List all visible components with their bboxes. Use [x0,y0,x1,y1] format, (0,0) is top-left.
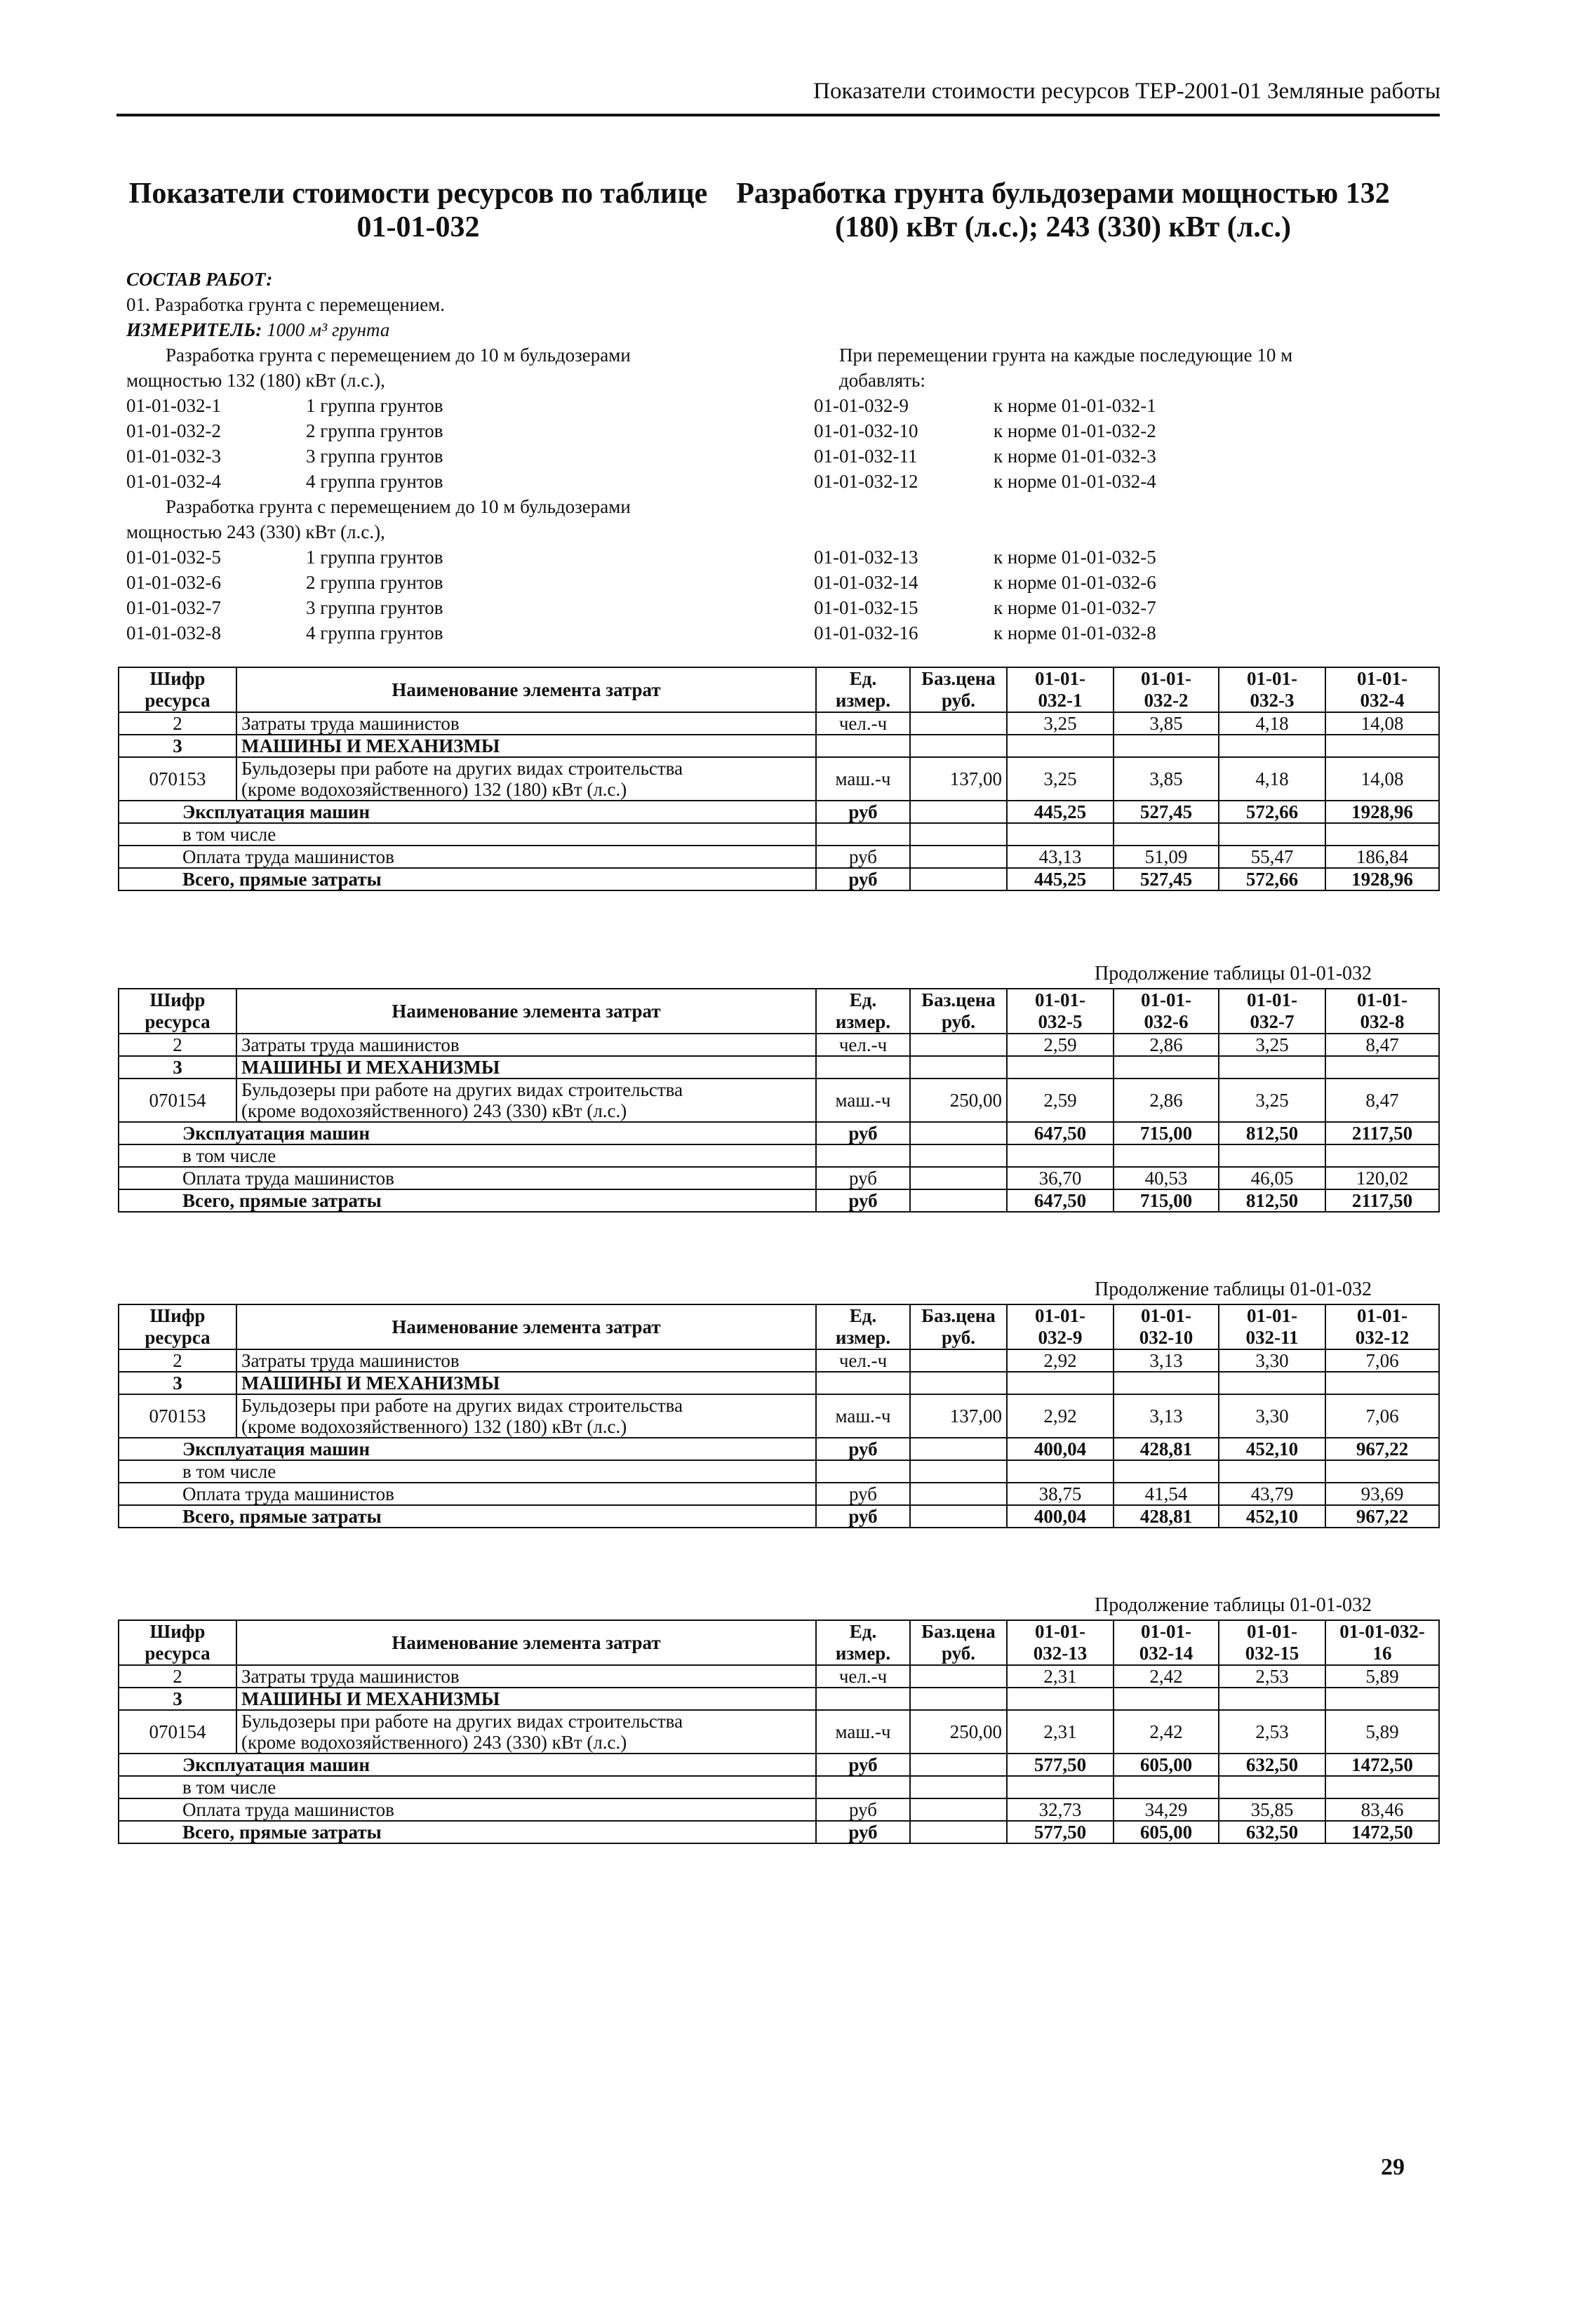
row-name: в том числе [119,1776,816,1798]
title-left: Показатели стоимости ресурсов по таблице 01-01-032 [128,178,708,243]
row-unit: руб [816,1122,910,1144]
table-row-labor [119,1665,1439,1688]
left-item-desc: 2 группа грунтов [306,420,443,441]
row-name: Эксплуатация машин [119,1438,816,1460]
row-unit: чел.-ч [816,1665,910,1688]
row-value: 46,05 [1219,1167,1325,1189]
table-row-operation [119,1122,1439,1144]
row-value: 3,25 [1219,1034,1325,1056]
row-name: Затраты труда машинистов [236,1349,816,1372]
row-value: 445,25 [1007,801,1114,823]
row-value: 7,06 [1325,1394,1439,1438]
row-price [910,1349,1007,1372]
table-row-section [119,1056,1439,1078]
row-name: Затраты труда машинистов [236,712,816,735]
row-value: 527,45 [1114,801,1219,823]
row-unit: маш.-ч [816,1078,910,1122]
header-price: Баз.цена руб. [910,1620,1007,1665]
row-value: 572,66 [1219,868,1325,890]
continuation-label: Продолжение таблицы 01-01-032 [1095,1594,1372,1616]
row-value: 2,42 [1114,1665,1219,1688]
left-item-code: 01-01-032-7 [126,597,221,618]
row-value: 2,86 [1114,1034,1219,1056]
row-value: 36,70 [1007,1167,1114,1189]
right-item-desc: к норме 01-01-032-5 [994,547,1156,568]
row-name: Бульдозеры при работе на других видах строительства (кроме водохозяйственного) 243 (330) кВт (л.с.) [236,1078,816,1122]
resource-table-2 [118,988,1440,1213]
row-name: Всего, прямые затраты [119,1505,816,1528]
right-item-code: 01-01-032-11 [814,446,918,467]
table-row-section [119,1688,1439,1710]
resource-table-3 [118,1304,1440,1528]
row-value: 43,79 [1219,1483,1325,1505]
row-name: Оплата труда машинистов [119,1798,816,1821]
header-norm: 01-01- 032-7 [1219,989,1325,1034]
header-unit: Ед. измер. [816,989,910,1034]
row-name: Затраты труда машинистов [236,1034,816,1056]
row-code: 3 [119,735,236,757]
header-norm: 01-01- 032-8 [1325,989,1439,1034]
left-item-desc: 2 группа грунтов [306,572,443,593]
row-value: 5,89 [1325,1710,1439,1754]
row-price: 137,00 [910,757,1007,801]
row-unit: руб [816,1821,910,1843]
row-name: Эксплуатация машин [119,801,816,823]
row-value: 1472,50 [1325,1821,1439,1843]
row-unit: руб [816,868,910,890]
left-item-code: 01-01-032-8 [126,622,221,643]
row-value: 1928,96 [1325,801,1439,823]
row-unit: руб [816,1167,910,1189]
continuation-label: Продолжение таблицы 01-01-032 [1095,1278,1372,1300]
row-value: 715,00 [1114,1189,1219,1212]
left-item-code: 01-01-032-2 [126,420,221,441]
row-value: 2,31 [1007,1710,1114,1754]
row-value: 34,29 [1114,1798,1219,1821]
header-code: Шифр ресурса [119,989,236,1034]
row-code: 2 [119,712,236,735]
header-norm: 01-01- 032-11 [1219,1304,1325,1349]
row-unit: руб [816,846,910,868]
row-value: 3,25 [1007,712,1114,735]
row-value: 2117,50 [1325,1122,1439,1144]
row-value: 577,50 [1007,1821,1114,1843]
header-norm: 01-01- 032-6 [1114,989,1219,1034]
section-title: МАШИНЫ И МЕХАНИЗМЫ [236,735,816,757]
header-norm: 01-01- 032-4 [1325,667,1439,712]
row-value: 51,09 [1114,846,1219,868]
table-row-including [119,1776,1439,1798]
left-group2-line2: мощностью 243 (330) кВт (л.с.), [126,521,385,542]
row-value: 400,04 [1007,1438,1114,1460]
row-value: 3,85 [1114,712,1219,735]
row-value: 647,50 [1007,1122,1114,1144]
resource-table-1 [118,667,1440,891]
row-value: 2,86 [1114,1078,1219,1122]
header-norm: 01-01- 032-13 [1007,1620,1114,1665]
work-composition-label: СОСТАВ РАБОТ: [126,269,273,290]
work-item: 01. Разработка грунта с перемещением. [126,294,446,315]
row-price: 250,00 [910,1710,1007,1754]
row-value: 38,75 [1007,1483,1114,1505]
row-value: 715,00 [1114,1122,1219,1144]
row-code: 2 [119,1034,236,1056]
row-code: 070154 [119,1710,236,1754]
header-norm: 01-01- 032-1 [1007,667,1114,712]
header-norm: 01-01- 032-10 [1114,1304,1219,1349]
row-value: 186,84 [1325,846,1439,868]
table-row-machine [119,757,1439,801]
row-value: 41,54 [1114,1483,1219,1505]
row-name: в том числе [119,1144,816,1167]
row-value: 83,46 [1325,1798,1439,1821]
left-group1-line2: мощностью 132 (180) кВт (л.с.), [126,370,385,391]
row-code: 3 [119,1056,236,1078]
row-value: 572,66 [1219,801,1325,823]
right-intro-line2: добавлять: [839,370,925,391]
row-value: 14,08 [1325,757,1439,801]
right-item-desc: к норме 01-01-032-8 [994,622,1156,643]
row-value: 577,50 [1007,1754,1114,1776]
row-value: 1472,50 [1325,1754,1439,1776]
row-value: 7,06 [1325,1349,1439,1372]
table-row-operation [119,1438,1439,1460]
row-unit: чел.-ч [816,1034,910,1056]
row-name: Бульдозеры при работе на других видах строительства (кроме водохозяйственного) 132 (180) кВт (л.с.) [236,1394,816,1438]
header-unit: Ед. измер. [816,1304,910,1349]
right-item-code: 01-01-032-9 [814,395,909,416]
row-name: в том числе [119,1460,816,1483]
table-row-machine [119,1078,1439,1122]
table-row-section [119,1372,1439,1394]
row-value: 4,18 [1219,757,1325,801]
table-row-total [119,1505,1439,1528]
row-value: 452,10 [1219,1505,1325,1528]
header-norm: 01-01- 032-14 [1114,1620,1219,1665]
right-item-code: 01-01-032-12 [814,471,918,492]
header-price: Баз.цена руб. [910,1304,1007,1349]
table-row-total [119,1189,1439,1212]
left-group2-line1: Разработка грунта с перемещением до 10 м бульдозерами [166,496,631,517]
right-item-code: 01-01-032-14 [814,572,918,593]
header-name: Наименование элемента затрат [236,667,816,712]
header-price: Баз.цена руб. [910,989,1007,1034]
row-name: Оплата труда машинистов [119,846,816,868]
running-header: Показатели стоимости ресурсов ТЕР-2001-01 Земляные работы [813,79,1440,104]
row-unit: руб [816,1798,910,1821]
header-norm: 01-01- 032-9 [1007,1304,1114,1349]
left-item-desc: 1 группа грунтов [306,395,443,416]
header-unit: Ед. измер. [816,667,910,712]
section-title: МАШИНЫ И МЕХАНИЗМЫ [236,1688,816,1710]
continuation-label: Продолжение таблицы 01-01-032 [1095,963,1372,984]
section-title: МАШИНЫ И МЕХАНИЗМЫ [236,1372,816,1394]
row-price: 137,00 [910,1394,1007,1438]
row-value: 40,53 [1114,1167,1219,1189]
header-norm: 01-01-032- 16 [1325,1620,1439,1665]
table-row-wages [119,1483,1439,1505]
row-value: 2,59 [1007,1078,1114,1122]
row-value: 5,89 [1325,1665,1439,1688]
header-name: Наименование элемента затрат [236,989,816,1034]
table-header-row [119,1304,1439,1349]
header-norm: 01-01- 032-3 [1219,667,1325,712]
left-item-code: 01-01-032-4 [126,471,221,492]
row-name: в том числе [119,823,816,846]
row-value: 120,02 [1325,1167,1439,1189]
row-value: 812,50 [1219,1189,1325,1212]
row-name: Всего, прямые затраты [119,1821,816,1843]
row-name: Оплата труда машинистов [119,1167,816,1189]
row-value: 2,53 [1219,1665,1325,1688]
table-row-total [119,868,1439,890]
row-unit: руб [816,1505,910,1528]
table-row-operation [119,801,1439,823]
table-row-machine [119,1710,1439,1754]
header-unit: Ед. измер. [816,1620,910,1665]
table-row-operation [119,1754,1439,1776]
row-name: Эксплуатация машин [119,1754,816,1776]
right-item-desc: к норме 01-01-032-2 [994,420,1156,441]
header-name: Наименование элемента затрат [236,1620,816,1665]
row-unit: руб [816,801,910,823]
row-value: 647,50 [1007,1189,1114,1212]
header-code: Шифр ресурса [119,1620,236,1665]
row-name: Всего, прямые затраты [119,868,816,890]
row-value: 3,85 [1114,757,1219,801]
header-code: Шифр ресурса [119,1304,236,1349]
left-item-desc: 3 группа грунтов [306,597,443,618]
right-item-desc: к норме 01-01-032-6 [994,572,1156,593]
row-value: 605,00 [1114,1754,1219,1776]
left-item-desc: 4 группа грунтов [306,622,443,643]
row-value: 55,47 [1219,846,1325,868]
row-value: 3,13 [1114,1394,1219,1438]
row-value: 3,25 [1219,1078,1325,1122]
left-item-code: 01-01-032-6 [126,572,221,593]
row-value: 967,22 [1325,1438,1439,1460]
row-value: 2,92 [1007,1349,1114,1372]
left-item-code: 01-01-032-1 [126,395,221,416]
row-name: Бульдозеры при работе на других видах строительства (кроме водохозяйственного) 243 (330) кВт (л.с.) [236,1710,816,1754]
table-row-including [119,1460,1439,1483]
left-item-desc: 1 группа грунтов [306,547,443,568]
row-value: 3,25 [1007,757,1114,801]
meter-value: 1000 м³ грунта [267,319,390,340]
row-code: 070153 [119,1394,236,1438]
right-intro-line1: При перемещении грунта на каждые последующие 10 м [839,345,1293,366]
header-code: Шифр ресурса [119,667,236,712]
table-row-including [119,1144,1439,1167]
row-code: 2 [119,1665,236,1688]
row-code: 070154 [119,1078,236,1122]
right-item-code: 01-01-032-15 [814,597,918,618]
table-row-machine [119,1394,1439,1438]
row-price [910,712,1007,735]
page-number: 29 [1381,2154,1405,2180]
header-name: Наименование элемента затрат [236,1304,816,1349]
left-item-code: 01-01-032-3 [126,446,221,467]
right-item-code: 01-01-032-13 [814,547,918,568]
row-value: 3,13 [1114,1349,1219,1372]
row-unit: руб [816,1438,910,1460]
row-value: 4,18 [1219,712,1325,735]
row-code: 3 [119,1688,236,1710]
row-unit: маш.-ч [816,1710,910,1754]
table-row-wages [119,1167,1439,1189]
row-value: 632,50 [1219,1821,1325,1843]
header-norm: 01-01- 032-15 [1219,1620,1325,1665]
row-name: Всего, прямые затраты [119,1189,816,1212]
row-value: 2,92 [1007,1394,1114,1438]
row-value: 445,25 [1007,868,1114,890]
row-value: 428,81 [1114,1438,1219,1460]
row-value: 2,53 [1219,1710,1325,1754]
row-unit: чел.-ч [816,1349,910,1372]
row-price [910,1034,1007,1056]
row-unit: руб [816,1189,910,1212]
right-item-desc: к норме 01-01-032-4 [994,471,1156,492]
section-title: МАШИНЫ И МЕХАНИЗМЫ [236,1056,816,1078]
row-value: 93,69 [1325,1483,1439,1505]
row-value: 632,50 [1219,1754,1325,1776]
left-item-desc: 3 группа грунтов [306,446,443,467]
header-norm: 01-01- 032-12 [1325,1304,1439,1349]
row-price: 250,00 [910,1078,1007,1122]
row-value: 8,47 [1325,1078,1439,1122]
row-value: 43,13 [1007,846,1114,868]
left-item-code: 01-01-032-5 [126,547,221,568]
row-code: 2 [119,1349,236,1372]
row-value: 452,10 [1219,1438,1325,1460]
table-row-section [119,735,1439,757]
left-item-desc: 4 группа грунтов [306,471,443,492]
table-header-row [119,667,1439,712]
table-header-row [119,989,1439,1034]
resource-table-4 [118,1620,1440,1844]
title-right: Разработка грунта бульдозерами мощностью 132 (180) кВт (л.с.); 243 (330) кВт (л.с.) [736,178,1390,243]
row-unit: маш.-ч [816,757,910,801]
row-name: Оплата труда машинистов [119,1483,816,1505]
row-value: 14,08 [1325,712,1439,735]
meter-line [126,317,389,342]
header-rule [116,114,1440,116]
row-unit: руб [816,1754,910,1776]
row-value: 32,73 [1007,1798,1114,1821]
right-item-desc: к норме 01-01-032-3 [994,446,1156,467]
row-value: 812,50 [1219,1122,1325,1144]
row-code: 3 [119,1372,236,1394]
table-row-total [119,1821,1439,1843]
row-price [910,1665,1007,1688]
row-value: 967,22 [1325,1505,1439,1528]
row-value: 2,31 [1007,1665,1114,1688]
row-name: Затраты труда машинистов [236,1665,816,1688]
row-value: 428,81 [1114,1505,1219,1528]
row-value: 8,47 [1325,1034,1439,1056]
row-value: 400,04 [1007,1505,1114,1528]
row-value: 3,30 [1219,1394,1325,1438]
row-value: 35,85 [1219,1798,1325,1821]
table-row-wages [119,846,1439,868]
table-row-labor [119,1349,1439,1372]
row-unit: чел.-ч [816,712,910,735]
header-price: Баз.цена руб. [910,667,1007,712]
row-value: 1928,96 [1325,868,1439,890]
table-row-wages [119,1798,1439,1821]
table-row-labor [119,712,1439,735]
row-unit: маш.-ч [816,1394,910,1438]
row-code: 070153 [119,757,236,801]
row-value: 527,45 [1114,868,1219,890]
right-item-code: 01-01-032-16 [814,622,918,643]
row-value: 605,00 [1114,1821,1219,1843]
right-item-desc: к норме 01-01-032-7 [994,597,1156,618]
right-item-desc: к норме 01-01-032-1 [994,395,1156,416]
table-header-row [119,1620,1439,1665]
row-value: 3,30 [1219,1349,1325,1372]
header-norm: 01-01- 032-5 [1007,989,1114,1034]
row-name: Эксплуатация машин [119,1122,816,1144]
left-group1-line1: Разработка грунта с перемещением до 10 м бульдозерами [166,345,631,366]
header-norm: 01-01- 032-2 [1114,667,1219,712]
row-value: 2,42 [1114,1710,1219,1754]
table-row-including [119,823,1439,846]
row-name: Бульдозеры при работе на других видах строительства (кроме водохозяйственного) 132 (180) кВт (л.с.) [236,757,816,801]
meter-label: ИЗМЕРИТЕЛЬ: [126,319,262,340]
row-value: 2117,50 [1325,1189,1439,1212]
right-item-code: 01-01-032-10 [814,420,918,441]
row-unit: руб [816,1483,910,1505]
table-row-labor [119,1034,1439,1056]
row-value: 2,59 [1007,1034,1114,1056]
